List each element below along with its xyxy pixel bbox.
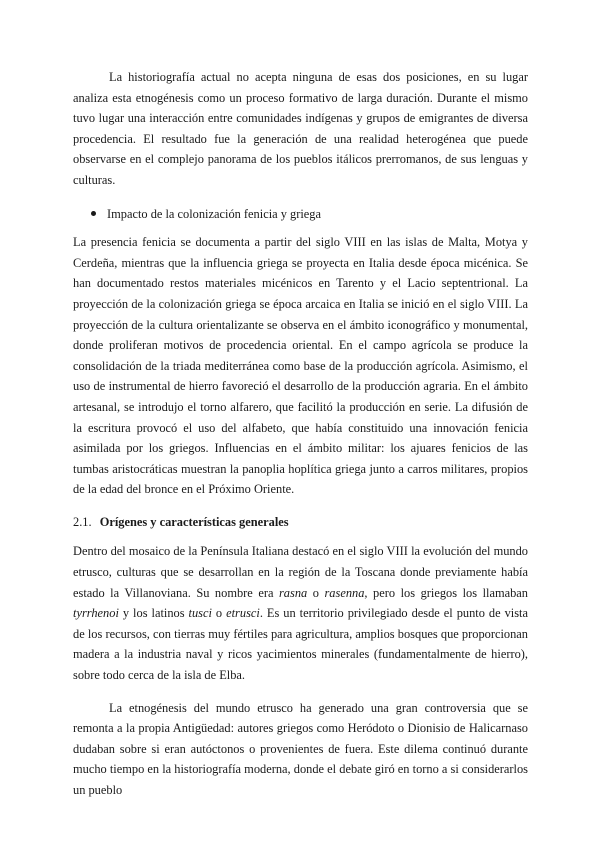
- paragraph-ethnogenesis: La etnogénesis del mundo etrusco ha generado una gran controversia que se remonta a la propia Antigüedad: autores griegos como Heródoto o Dionisio de Halicarnaso dudaban sobre si eran autóctonos o provenientes de fuera. Este dilema continuó durante mucho tiempo en la historiografía moderna, donde el debate giró en torno a si considerarlos un pueblo: [73, 700, 528, 797]
- italic-term: tyrrhenoi: [73, 606, 119, 621]
- section-number: 2.1.: [73, 514, 92, 529]
- italic-term: etrusci: [226, 606, 260, 621]
- italic-term: rasenna: [324, 585, 365, 600]
- italic-term: tusci: [188, 606, 212, 621]
- bullet-dot-icon: [91, 211, 96, 216]
- text-run: . Es un territorio privilegiado desde el punto de vista de los recursos, con tierras muy fértiles para agricultura, amplios bosques que proporcionan madera a la industria naval y ricos yacimientos minerales (fundamentalmente de hierro), sobre todo cerca de la isla de Elba.: [73, 606, 528, 683]
- text-run: o: [211, 606, 227, 621]
- paragraph-etruscan-origins: [73, 541, 528, 685]
- text-run: o: [307, 585, 325, 600]
- italic-term: rasna: [278, 585, 308, 600]
- section-heading: [73, 512, 528, 533]
- text-run: Dentro del mosaico de la Península Italiana destacó en el siglo VIII la evolución del mundo etrusco, culturas que se desarrollan en la región de la Toscana donde previamente había estado la Villanoviana. Su nombre era: [73, 544, 528, 600]
- paragraph-phoenician-greek: La presencia fenicia se documenta a partir del siglo VIII en las islas de Malta, Motya y Cerdeña, mientras que la influencia griega se proyecta en Italia desde época micénica. Se han documentado restos materiales micénicos en Tarento y el Lacio septentrional. La proyección de la colonización griega se época arcaica en Italia se inició en el siglo VIII. La proyección de la cultura orientalizante se observa en el ámbito iconográfico y monumental, donde proliferan motivos de procedencia oriental. En el campo agrícola se produce la consolidación de la triada mediterránea como base de la producción agrícola. Asimismo, el uso de instrumental de hierro favoreció el desarrollo de la producción agraria. En el ámbito artesanal, se introdujo el torno alfarero, que facilitó la producción en serie. La difusión de la escritura provocó el uso del alfabeto, que había constituido una innovación fenicia asimilada por los griegos. Influencias en el ámbito militar: los ajuares fenicios de las tumbas aristocráticas muestran la panoplia hoplítica griega junto a carros militares, propios de la edad del bronce en el Próximo Oriente.: [73, 235, 528, 497]
- bullet-text: Impacto de la colonización fenicia y griega: [107, 206, 321, 221]
- bullet-item: [73, 204, 528, 225]
- section-title: Orígenes y características generales: [99, 514, 289, 529]
- paragraph-historiography: La historiografía actual no acepta ninguna de esas dos posiciones, en su lugar analiza esta etnogénesis como un proceso formativo de larga duración. Durante el mismo tuvo lugar una interacción entre comunidades indígenas y grupos de emigrantes de diversa procedencia. El resultado fue la generación de una realidad heterogénea que puede observarse en el complejo panorama de los pueblos itálicos prerromanos, de sus lenguas y culturas.: [73, 70, 528, 187]
- text-run: y los latinos: [118, 606, 189, 621]
- text-run: , pero los griegos los llamaban: [364, 585, 529, 600]
